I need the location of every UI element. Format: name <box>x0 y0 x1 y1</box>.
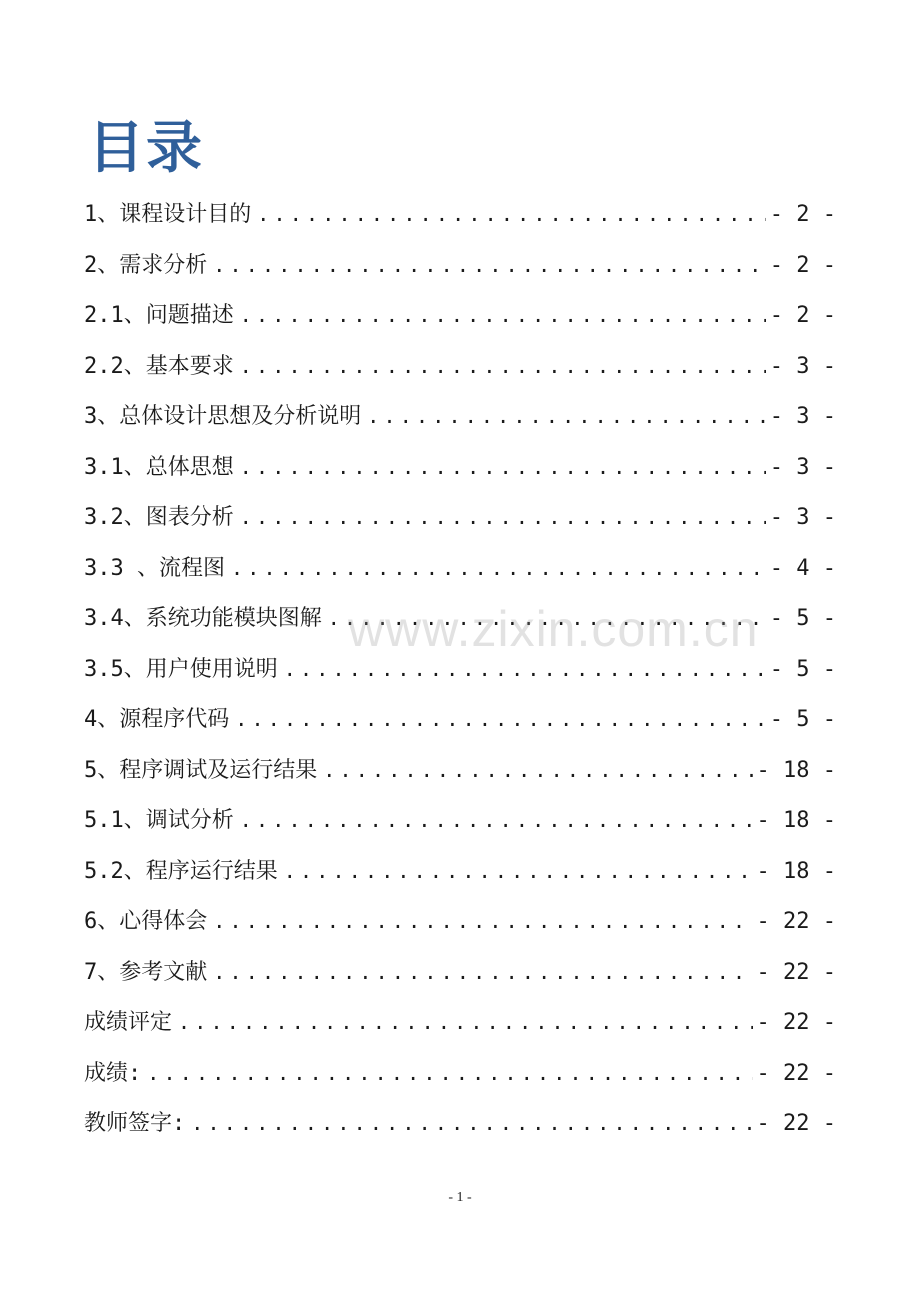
toc-dot-leader <box>231 546 766 590</box>
toc-dot-leader <box>367 394 766 438</box>
toc-entry-page: - 2 - <box>769 202 836 227</box>
toc-entry-page: - 3 - <box>769 454 836 480</box>
toc-entry[interactable] <box>84 950 836 1001</box>
toc-entry-text: 3、总体设计思想及分析说明 <box>84 404 362 429</box>
toc-entry[interactable] <box>84 344 836 395</box>
toc-entry-text: 3.5、用户使用说明 <box>84 656 278 682</box>
toc-entry-text: 2.2、基本要求 <box>84 353 234 379</box>
toc-entry-page: - 2 - <box>769 303 836 328</box>
toc-title: 目录 <box>88 115 204 181</box>
toc-dot-leader <box>191 1101 752 1145</box>
toc-entry-page: - 2 - <box>769 252 836 278</box>
toc-entry-page: - 3 - <box>769 353 836 379</box>
toc-entry-text: 5.2、程序运行结果 <box>84 858 278 884</box>
watermark: www.zixin.com.cn <box>348 601 759 657</box>
toc-entry-page: - 3 - <box>769 404 836 429</box>
toc-entry-text: 1、课程设计目的 <box>84 202 252 227</box>
toc-entry-page: - 22 - <box>756 1010 836 1035</box>
toc-dot-leader <box>240 344 766 388</box>
toc-entry-page: - 3 - <box>769 505 836 530</box>
toc-dot-leader <box>235 697 766 741</box>
toc-entry-page: - 5 - <box>769 606 836 631</box>
toc-entry[interactable] <box>84 899 836 950</box>
toc-dot-leader <box>178 1000 753 1044</box>
toc-entry[interactable] <box>84 1101 836 1152</box>
toc-entry-text: 3.3 、流程图 <box>84 555 225 581</box>
toc-entry-page: - 22 - <box>756 1060 836 1086</box>
toc-entry-text: 成绩评定 <box>84 1010 173 1035</box>
toc-entry-text: 2.1、问题描述 <box>84 303 234 328</box>
toc-entry-text: 2、需求分析 <box>84 252 208 278</box>
toc-dot-leader <box>257 192 766 236</box>
toc-entry[interactable] <box>84 647 836 698</box>
toc-entry-text: 5、程序调试及运行结果 <box>84 757 318 783</box>
toc-entry[interactable] <box>84 748 836 799</box>
toc-entry-text: 教师签字: <box>84 1111 186 1136</box>
toc-entry[interactable] <box>84 192 836 243</box>
toc-entry[interactable] <box>84 697 836 748</box>
toc-dot-leader <box>213 950 752 994</box>
toc-entry-text: 7、参考文献 <box>84 959 208 985</box>
toc-dot-leader <box>328 596 766 640</box>
toc-entry[interactable] <box>84 495 836 546</box>
toc-entry-text: 6、心得体会 <box>84 909 208 934</box>
toc-entry[interactable] <box>84 596 836 647</box>
toc-dot-leader <box>240 293 766 337</box>
toc-entry[interactable] <box>84 293 836 344</box>
toc-entry[interactable] <box>84 1051 836 1102</box>
toc-entry-page: - 22 - <box>756 909 836 934</box>
toc-entry-page: - 18 - <box>756 757 836 783</box>
toc-entry-page: - 4 - <box>769 555 836 581</box>
toc-entry[interactable] <box>84 798 836 849</box>
toc-entry-text: 3.4、系统功能模块图解 <box>84 606 322 631</box>
toc-dot-leader <box>240 495 766 539</box>
toc-entry[interactable] <box>84 849 836 900</box>
toc-entry-text: 成绩: <box>84 1060 142 1086</box>
toc-entry[interactable] <box>84 243 836 294</box>
toc-entry-page: - 5 - <box>769 707 836 732</box>
toc-dot-leader <box>240 445 766 489</box>
toc-entry-page: - 22 - <box>756 959 836 985</box>
toc-dot-leader <box>213 243 766 287</box>
toc-entry-page: - 5 - <box>769 656 836 682</box>
toc-entry-text: 4、源程序代码 <box>84 707 230 732</box>
toc-entry[interactable] <box>84 445 836 496</box>
toc-dot-leader <box>147 1051 752 1095</box>
toc-list <box>84 192 836 1152</box>
toc-entry-page: - 22 - <box>756 1111 836 1136</box>
toc-dot-leader <box>284 647 766 691</box>
toc-dot-leader <box>240 798 753 842</box>
toc-entry-text: 3.1、总体思想 <box>84 454 234 480</box>
toc-dot-leader <box>284 849 753 893</box>
toc-entry-text: 5.1、调试分析 <box>84 808 234 833</box>
toc-entry-page: - 18 - <box>756 858 836 884</box>
toc-entry[interactable] <box>84 394 836 445</box>
toc-entry-page: - 18 - <box>756 808 836 833</box>
page-number: - 1 - <box>448 1190 472 1205</box>
toc-dot-leader <box>323 748 752 792</box>
toc-entry[interactable] <box>84 546 836 597</box>
toc-entry-text: 3.2、图表分析 <box>84 505 234 530</box>
toc-entry[interactable] <box>84 1000 836 1051</box>
toc-dot-leader <box>213 899 752 943</box>
